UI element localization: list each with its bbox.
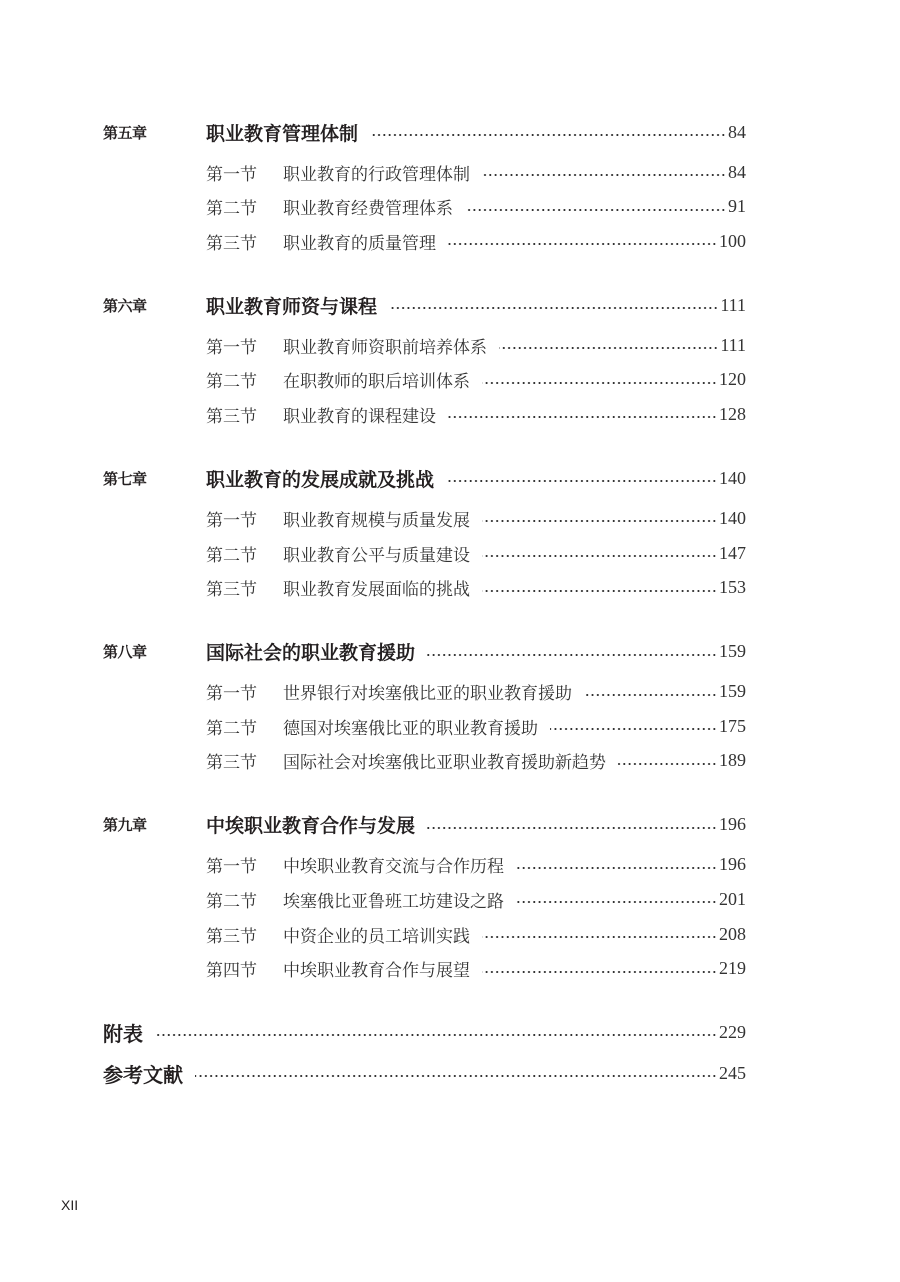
dot-leader [465,208,726,212]
page-number: XII [61,1197,79,1213]
section-label: 第三节 [206,580,257,601]
dot-leader [448,242,717,246]
page-number: 196 [719,854,746,875]
toc-section-entry[interactable] [103,228,746,254]
toc-back-matter-entry[interactable] [103,1060,746,1086]
dot-leader [155,1033,717,1037]
page-number: 196 [719,814,746,835]
dot-leader [446,479,717,483]
section-label: 第一节 [206,510,257,531]
toc-section-entry[interactable] [103,367,746,393]
section-label: 第一节 [206,164,257,185]
toc-section-entry[interactable] [103,332,746,358]
dot-leader [482,589,717,593]
toc-section-entry[interactable] [103,748,746,774]
toc-section-entry[interactable] [103,921,746,947]
page-number: 201 [719,888,746,909]
chapter-label: 第九章 [103,816,147,835]
section-title: 职业教育的行政管理体制 [283,164,470,185]
dot-leader [482,173,726,177]
page-number: 100 [719,230,746,251]
section-label: 第四节 [206,961,257,982]
toc-section-entry[interactable] [103,956,746,982]
page-number: 159 [719,681,746,702]
section-title: 职业教育师资职前培养体系 [283,337,487,358]
dot-leader [370,133,726,137]
page-number: 140 [719,467,746,488]
section-title: 德国对埃塞俄比亚的职业教育援助 [283,718,538,739]
section-label: 第二节 [206,372,257,393]
section-label: 第三节 [206,753,257,774]
dot-leader [195,1074,717,1078]
toc-section-entry[interactable] [103,886,746,912]
toc-chapter-entry[interactable] [103,639,746,665]
dot-leader [516,866,717,870]
page-number: 128 [719,403,746,424]
toc-chapter-entry[interactable] [103,292,746,318]
toc-section-entry[interactable] [103,194,746,220]
toc-chapter-entry[interactable] [103,119,746,145]
toc-section-entry[interactable] [103,575,746,601]
toc-section-entry[interactable] [103,505,746,531]
section-title: 职业教育发展面临的挑战 [283,580,470,601]
toc-chapter-entry[interactable] [103,465,746,491]
dot-leader [482,381,717,385]
dot-leader [499,346,718,350]
chapter-label: 第六章 [103,296,147,315]
page-number: 84 [728,121,746,142]
section-title: 职业教育经费管理体系 [283,199,453,220]
section-label: 第二节 [206,199,257,220]
page-number: 245 [719,1062,746,1083]
page-number: 153 [719,577,746,598]
section-label: 第二节 [206,718,257,739]
back-matter-title: 参考文献 [103,1062,183,1087]
chapter-label: 第八章 [103,643,147,662]
page-number: 140 [719,507,746,528]
section-label: 第三节 [206,406,257,427]
section-label: 第一节 [206,857,257,878]
toc-chapter-entry[interactable] [103,812,746,838]
page-number: 229 [719,1021,746,1042]
dot-leader [618,762,717,766]
section-title: 职业教育公平与质量建设 [283,545,470,566]
page-number: 147 [719,542,746,563]
page-number: 111 [720,334,746,355]
dot-leader [482,519,717,523]
page-number: 189 [719,750,746,771]
toc-back-matter-entry[interactable] [103,1019,746,1045]
section-title: 世界银行对埃塞俄比亚的职业教育援助 [283,684,572,705]
chapter-title: 中埃职业教育合作与发展 [206,815,416,838]
page-number: 175 [719,715,746,736]
dot-leader [427,826,717,830]
chapter-title: 国际社会的职业教育援助 [206,642,416,665]
page-number: 91 [728,196,746,217]
page-number: 159 [719,641,746,662]
chapter-label: 第七章 [103,469,147,488]
section-title: 埃塞俄比亚鲁班工坊建设之路 [283,891,504,912]
section-label: 第二节 [206,891,257,912]
page-number: 84 [728,161,746,182]
section-title: 职业教育的课程建设 [283,406,436,427]
dot-leader [482,935,717,939]
back-matter-title: 附表 [103,1021,143,1046]
dot-leader [427,653,717,657]
toc-section-entry[interactable] [103,159,746,185]
toc-section-entry[interactable] [103,540,746,566]
toc-section-entry[interactable] [103,852,746,878]
section-label: 第一节 [206,684,257,705]
dot-leader [584,693,717,697]
page-number: 219 [719,958,746,979]
dot-leader [516,900,717,904]
section-title: 在职教师的职后培训体系 [283,372,470,393]
page-number: 208 [719,923,746,944]
section-label: 第一节 [206,337,257,358]
dot-leader [448,415,717,419]
section-title: 中埃职业教育合作与展望 [283,961,470,982]
chapter-title: 职业教育师资与课程 [206,295,378,318]
section-label: 第三节 [206,926,257,947]
toc-section-entry[interactable] [103,401,746,427]
toc-section-entry[interactable] [103,679,746,705]
dot-leader [482,554,717,558]
section-title: 中埃职业教育交流与合作历程 [283,857,504,878]
dot-leader [389,306,718,310]
chapter-title: 职业教育管理体制 [206,122,359,145]
page-number: 120 [719,369,746,390]
page-number: 111 [720,294,746,315]
toc-section-entry[interactable] [103,713,746,739]
dot-leader [550,727,717,731]
section-title: 中资企业的员工培训实践 [283,926,470,947]
section-title: 职业教育的质量管理 [283,233,436,254]
section-label: 第三节 [206,233,257,254]
section-label: 第二节 [206,545,257,566]
section-title: 职业教育规模与质量发展 [283,510,470,531]
chapter-title: 职业教育的发展成就及挑战 [206,468,435,491]
dot-leader [482,970,717,974]
chapter-label: 第五章 [103,123,147,142]
section-title: 国际社会对埃塞俄比亚职业教育援助新趋势 [283,753,606,774]
